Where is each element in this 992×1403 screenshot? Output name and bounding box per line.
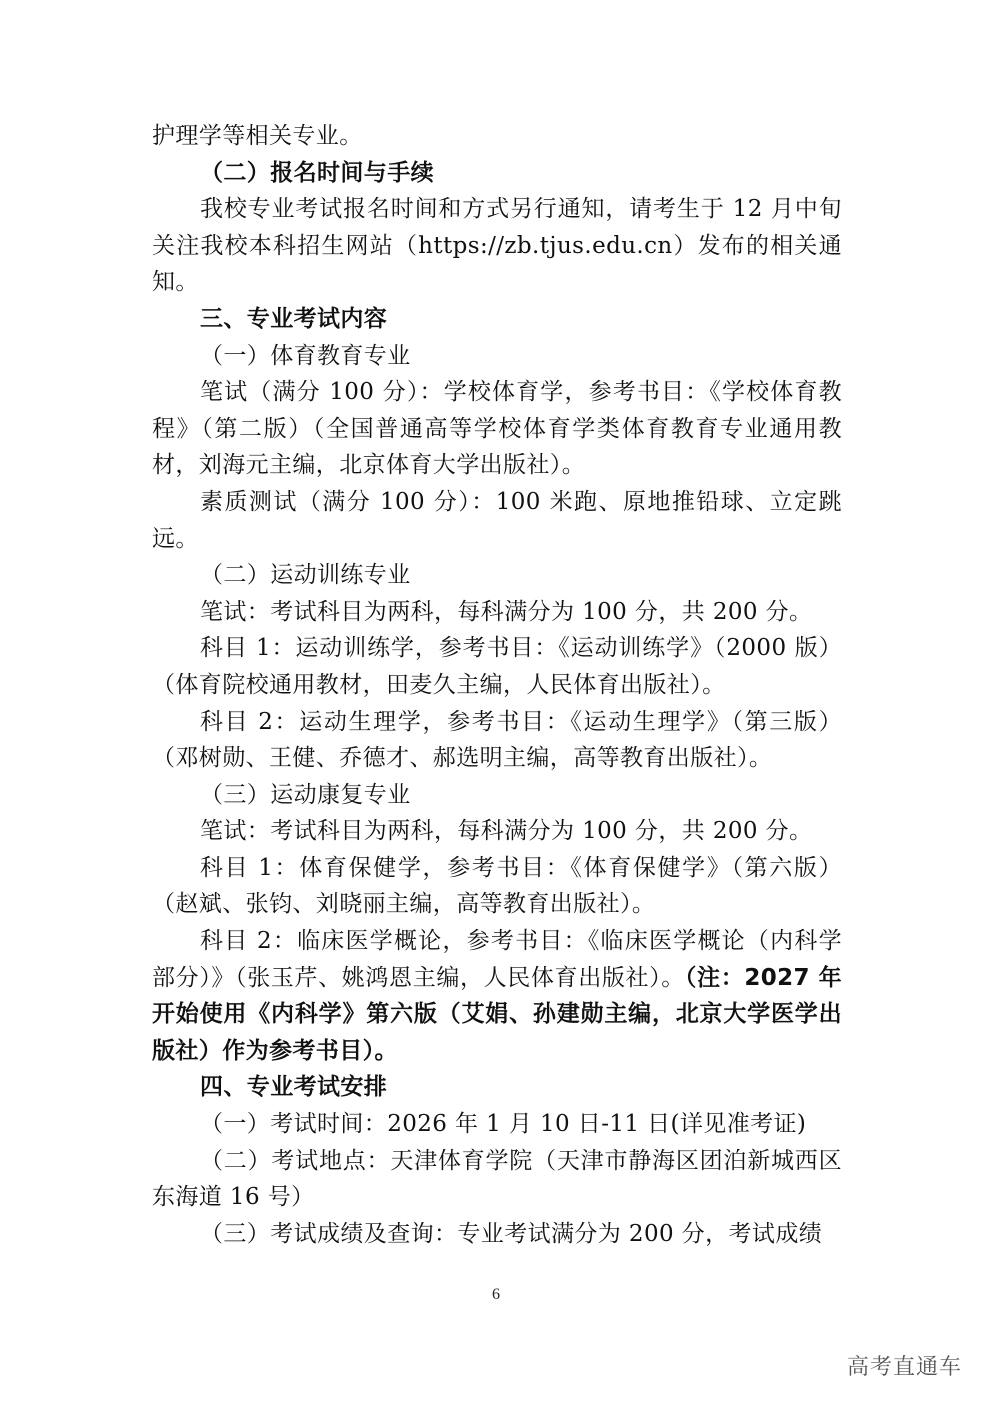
section-heading: 三、专业考试内容 [200,305,388,332]
section-heading: 四、专业考试安排 [200,1074,388,1101]
paragraph: （二）考试地点：天津体育学院（天津市静海区团泊新城西区东海道 16 号） [152,1147,842,1211]
paragraph: 我校专业考试报名时间和方式另行通知，请考生于 12 月中旬关注我校本科招生网站（https://zb.tjus.edu.cn）发布的相关通知。 [152,196,842,296]
paragraph: 笔试（满分 100 分）：学校体育学，参考书目：《学校体育教程》（第二版）（全国普通高等学校体育学类体育教育专业通用教材，刘海元主编，北京体育大学出版社）。 [152,379,842,479]
subsection-heading: （一）体育教育专业 [200,342,411,369]
paragraph-text: 科目 2：临床医学概论，参考书目：《临床医学概论（内科学部分）》（张玉芹、姚鸿恩主编，人民体育出版社）。 [152,928,842,991]
section-heading: （二）报名时间与手续 [200,159,434,186]
page-number: 6 [492,1286,500,1303]
document-body [152,118,842,1252]
paragraph-with-note [152,923,842,1069]
paragraph: 笔试：考试科目为两科，每科满分为 100 分，共 200 分。 [200,598,813,625]
subsection-heading: （三）运动康复专业 [200,781,411,808]
paragraph: 护理学等相关专业。 [152,123,363,149]
bold-note: （注：2027 年开始使用《内科学》第六版（艾娟、孙建勋主编，北京大学医学出版社）作为参考书目）。 [152,964,842,1064]
paragraph: 科目 1：运动训练学，参考书目：《运动训练学》（2000 版）（体育院校通用教材，田麦久主编，人民体育出版社）。 [152,635,842,698]
paragraph: （三）考试成绩及查询：专业考试满分为 200 分，考试成绩 [200,1220,823,1247]
paragraph: 科目 1：体育保健学，参考书目：《体育保健学》（第六版）（赵斌、张钧、刘晓丽主编，高等教育出版社）。 [152,854,842,918]
paragraph: 笔试：考试科目为两科，每科满分为 100 分，共 200 分。 [200,818,813,845]
watermark: 高考直通车 [846,1355,962,1380]
paragraph: （一）考试时间：2026 年 1 月 10 日-11 日(详见准考证) [200,1111,807,1138]
paragraph: 科目 2：运动生理学，参考书目：《运动生理学》（第三版）（邓树勋、王健、乔德才、郝选明主编，高等教育出版社）。 [152,708,842,772]
subsection-heading: （二）运动训练专业 [200,562,411,589]
paragraph: 素质测试（满分 100 分）：100 米跑、原地推铅球、立定跳远。 [152,488,842,552]
